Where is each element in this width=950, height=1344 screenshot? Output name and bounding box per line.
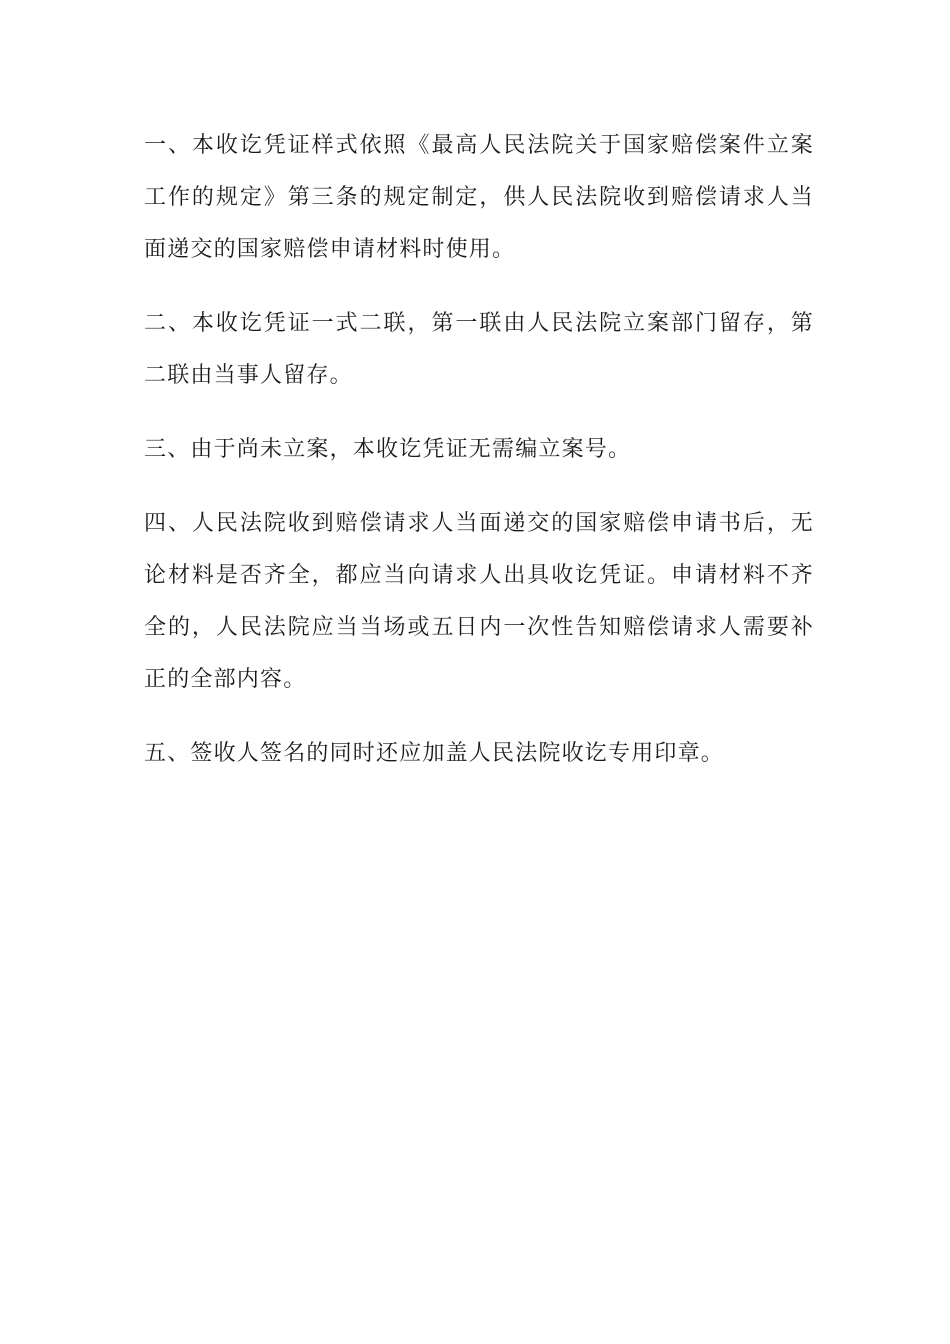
paragraph-4: 四、人民法院收到赔偿请求人当面递交的国家赔偿申请书后，无论材料是否齐全，都应当向请求人出具收讫凭证。申请材料不齐全的，人民法院应当当场或五日内一次性告知赔偿请求人需要补正的全部内容。 <box>144 511 814 692</box>
paragraph-3: 三、由于尚未立案，本收讫凭证无需编立案号。 <box>144 437 632 462</box>
paragraph-1: 一、本收讫凭证样式依照《最高人民法院关于国家赔偿案件立案工作的规定》第三条的规定制定，供人民法院收到赔偿请求人当面递交的国家赔偿申请材料时使用。 <box>144 133 814 262</box>
paragraph-2: 二、本收讫凭证一式二联，第一联由人民法院立案部门留存，第二联由当事人留存。 <box>144 311 814 388</box>
document-body <box>144 120 814 802</box>
paragraph-5: 五、签收人签名的同时还应加盖人民法院收讫专用印章。 <box>144 741 725 766</box>
